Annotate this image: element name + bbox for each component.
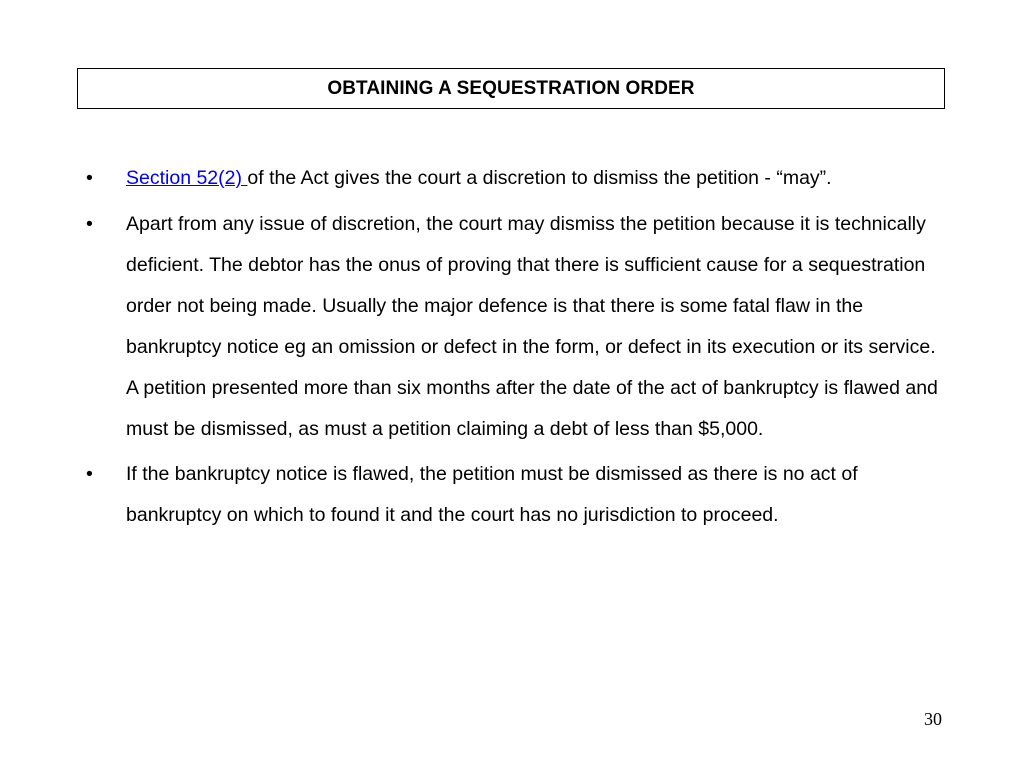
bullet-item-section-52 [86,164,946,192]
bullet-list [86,164,946,544]
slide-title: OBTAINING A SEQUESTRATION ORDER [327,77,695,99]
section-52-link[interactable]: Section 52(2) [126,167,248,189]
bullet-item-flawed-notice [86,454,946,536]
page-number: 30 [924,709,942,729]
bullet-text: Apart from any issue of discretion, the court may dismiss the petition because it is technically deficient. The debtor has the onus of proving that there is sufficient cause for a sequestration order not being made. Usually the major defence is that there is some fatal flaw in the bankruptcy notice eg an omission or defect in the form, or defect in its execution or its service. A petition presented more than six months after the date of the act of bankruptcy is flawed and must be dismissed, as must a petition claiming a debt of less than $5,000. [126,213,938,440]
bullet-text: of the Act gives the court a discretion to dismiss the petition - “may”. [247,167,832,189]
bullet-marker: • [86,463,93,485]
bullet-marker: • [86,213,93,235]
bullet-text: If the bankruptcy notice is flawed, the petition must be dismissed as there is no act of bankruptcy on which to found it and the court has no jurisdiction to proceed. [126,463,858,526]
bullet-marker: • [86,167,93,189]
bullet-item-technical-deficiency [86,204,946,450]
title-box [77,68,945,109]
